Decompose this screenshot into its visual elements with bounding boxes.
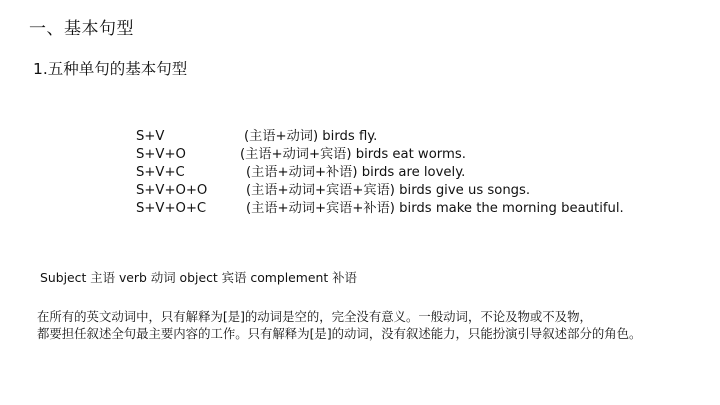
pattern-description <box>240 146 466 164</box>
subsection-heading: 1.五种单句的基本句型 <box>33 60 188 78</box>
pattern-example: birds eat worms. <box>355 147 466 162</box>
pattern-form: S+V <box>136 129 165 144</box>
pattern-form: S+V+O <box>136 147 186 162</box>
terms-line: Subject 主语 verb 动词 object 宾语 complement 补语 <box>40 270 357 285</box>
pattern-description <box>246 200 624 218</box>
paragraph-line: 都要担任叙述全句最主要内容的工作。只有解释为[是]的动词，没有叙述能力，只能扮演引导叙述部分的角色。 <box>37 326 642 341</box>
section-heading: 一、基本句型 <box>29 19 134 39</box>
explanation-paragraph <box>37 308 641 342</box>
pattern-description <box>244 128 377 146</box>
paragraph-line: 在所有的英文动词中，只有解释为[是]的动词是空的，完全没有意义。一般动词，不论及物或不及物， <box>37 309 592 324</box>
pattern-example: birds give us songs. <box>399 183 531 198</box>
pattern-form: S+V+O+C <box>136 201 207 216</box>
pattern-meaning: (主语+动词+宾语+补语) <box>246 201 395 216</box>
pattern-meaning: (主语+动词+宾语+宾语) <box>246 183 395 198</box>
pattern-example: birds make the morning beautiful. <box>399 201 624 216</box>
pattern-example: birds fly. <box>322 129 378 144</box>
pattern-form: S+V+C <box>136 165 185 180</box>
pattern-meaning: (主语+动词+补语) <box>246 165 358 180</box>
pattern-example: birds are lovely. <box>361 165 466 180</box>
pattern-meaning: (主语+动词) <box>244 129 319 144</box>
pattern-form: S+V+O+O <box>136 183 208 198</box>
pattern-meaning: (主语+动词+宾语) <box>240 147 352 162</box>
pattern-description <box>246 164 465 182</box>
pattern-description <box>246 182 530 200</box>
